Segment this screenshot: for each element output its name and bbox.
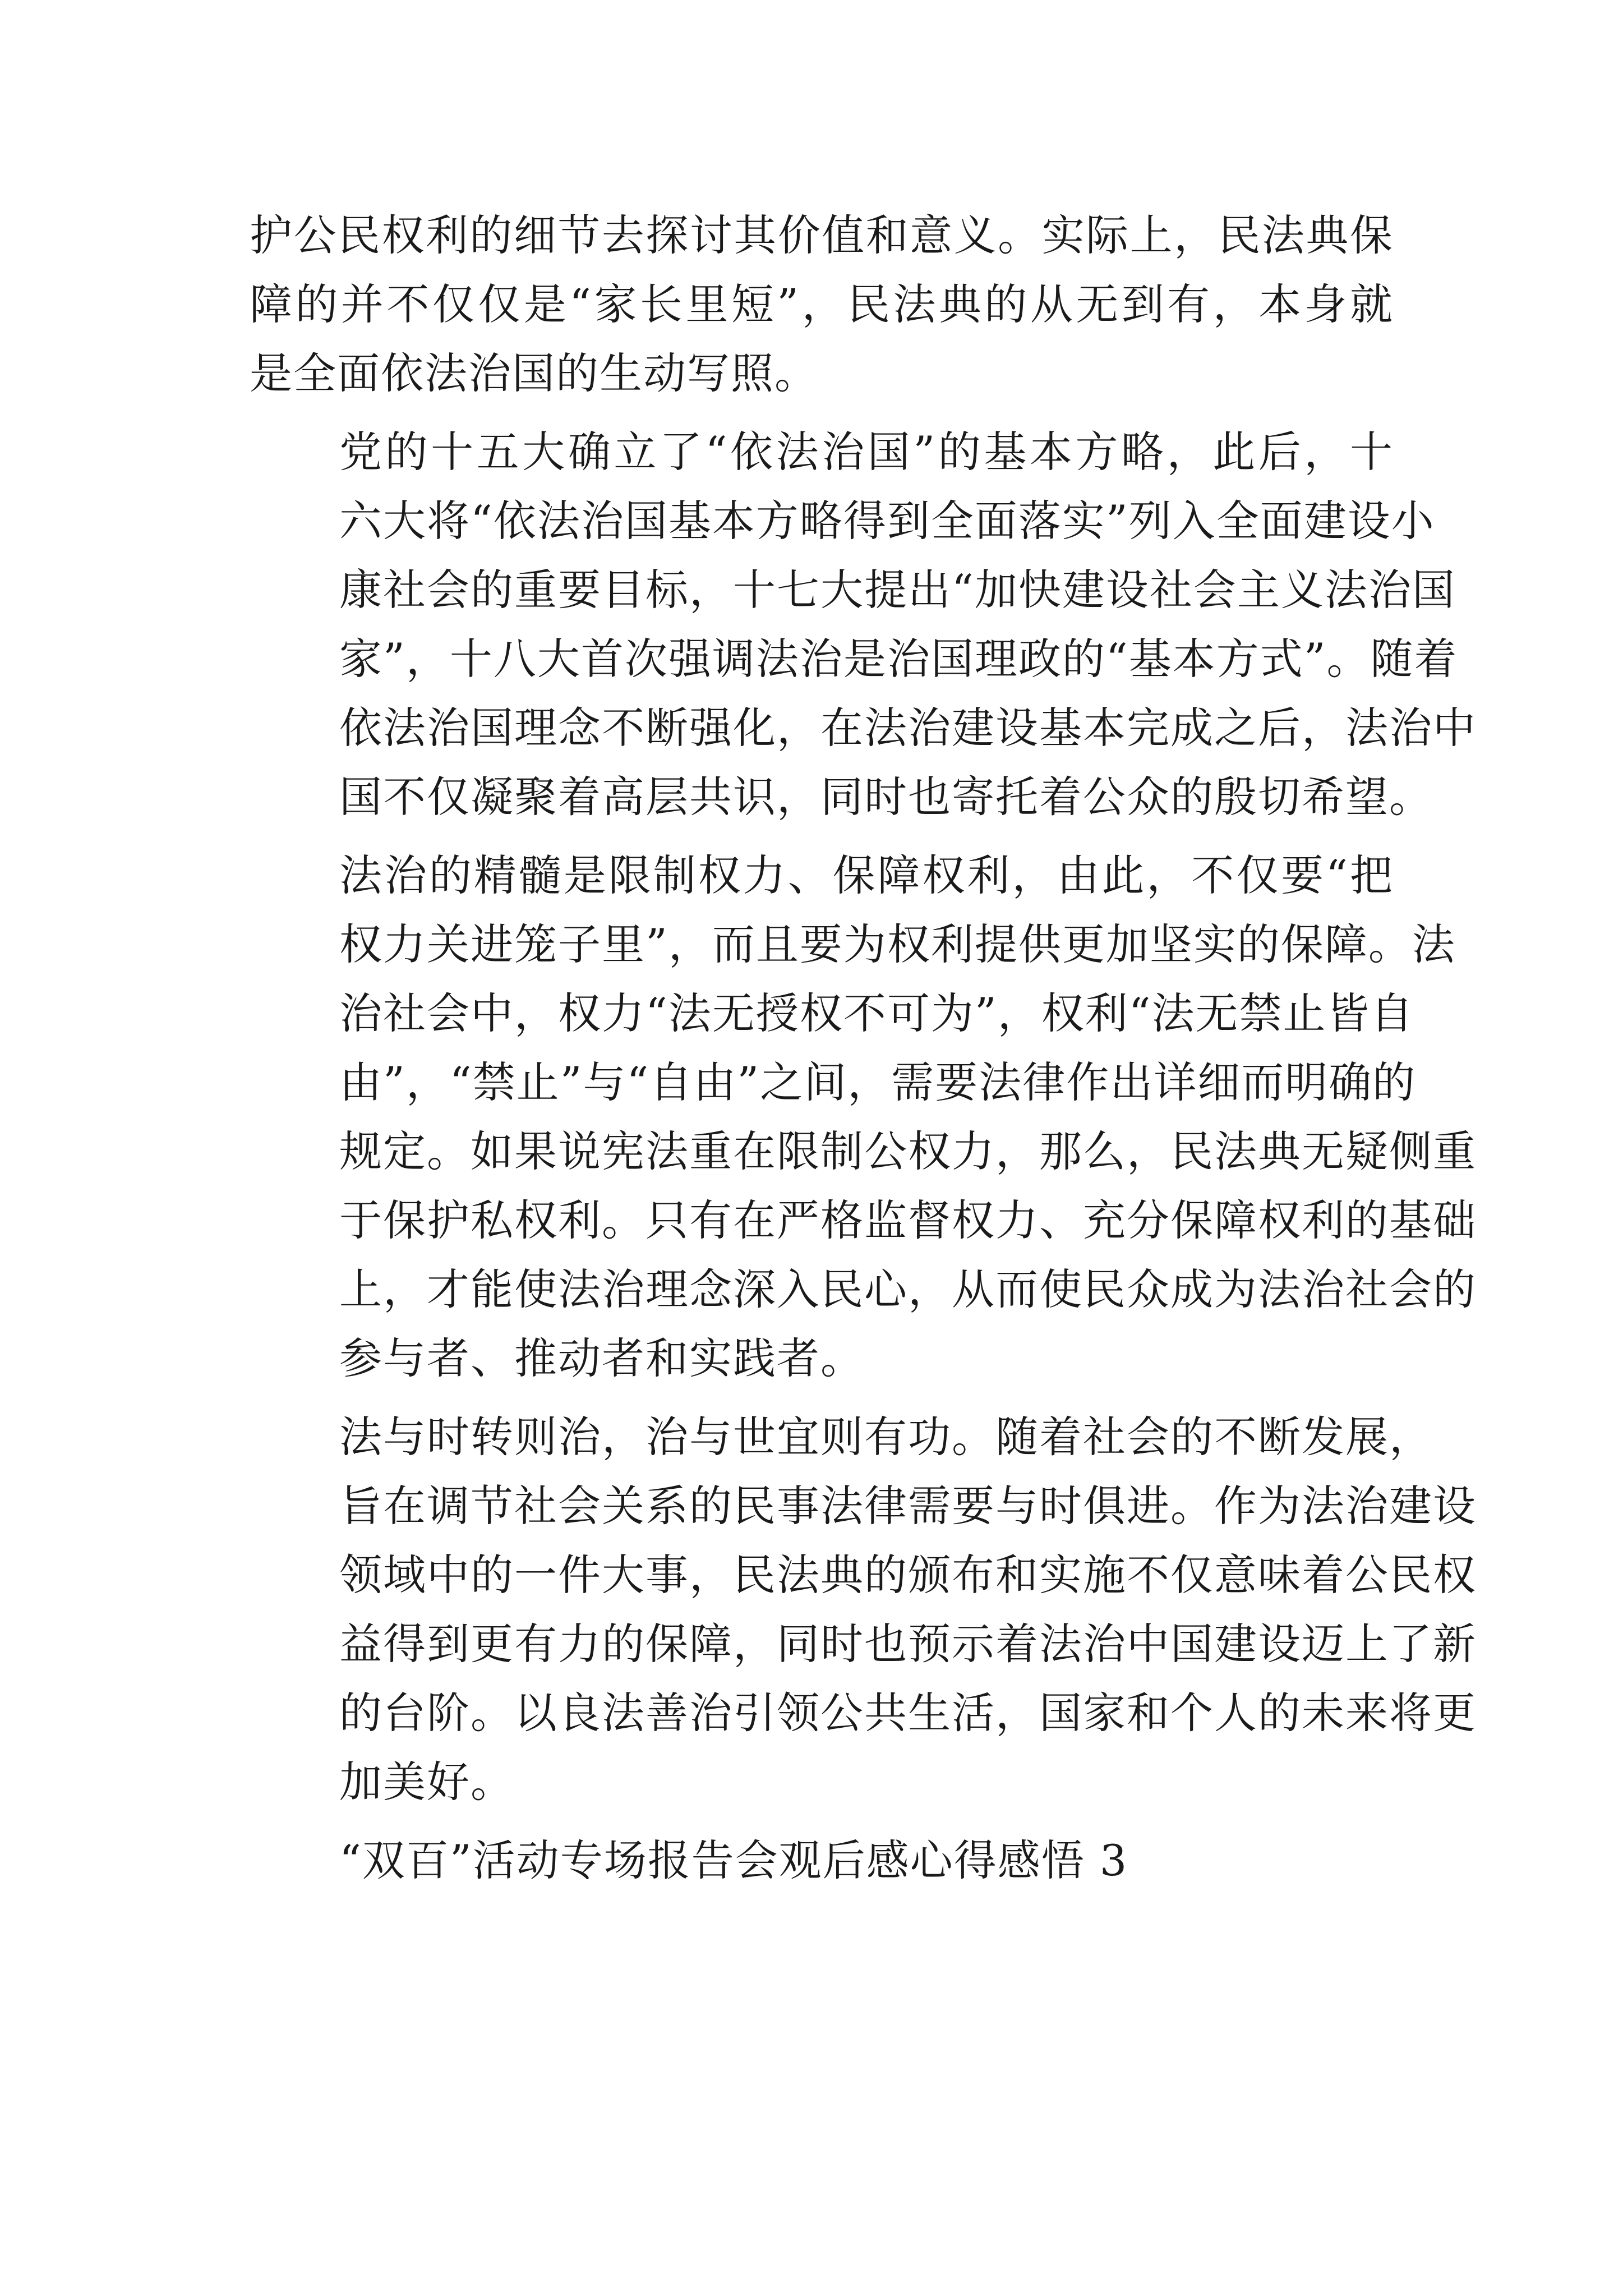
- text-line: 护公民权利的细节去探讨其价值和意义。实际上，民法典保: [250, 210, 1394, 260]
- text-line: 党的十五大确立了“依法治国”的基本方略，此后，十: [339, 427, 1394, 477]
- paragraph: [250, 841, 1477, 1393]
- section-heading: [250, 1826, 1394, 1895]
- text-line: 规定。如果说宪法重在限制公权力，那么，民法典无疑侧重: [339, 1126, 1477, 1176]
- text-line: 由”，“禁止”与“自由”之间，需要法律作出详细而明确的: [339, 1057, 1417, 1107]
- text-line: 益得到更有力的保障，同时也预示着法治中国建设迈上了新: [339, 1619, 1477, 1669]
- text-line: 领域中的一件大事，民法典的颁布和实施不仅意味着公民权: [339, 1550, 1477, 1600]
- paragraph: [250, 1402, 1477, 1816]
- text-line: 治社会中，权力“法无授权不可为”，权利“法无禁止皆自: [339, 988, 1414, 1038]
- text-line: 法治的精髓是限制权力、保障权利，由此，不仅要“把: [339, 850, 1394, 900]
- text-line: 六大将“依法治国基本方略得到全面落实”列入全面建设小: [339, 496, 1435, 546]
- text-line: 的台阶。以良法善治引领公共生活，国家和个人的未来将更: [339, 1688, 1477, 1738]
- text-line: 旨在调节社会关系的民事法律需要与时俱进。作为法治建设: [339, 1481, 1477, 1531]
- text-line: 参与者、推动者和实践者。: [339, 1333, 864, 1383]
- text-line: 障的并不仅仅是“家长里短”，民法典的从无到有，本身就: [250, 279, 1394, 329]
- document-body: [250, 201, 1477, 1904]
- text-line: 上，才能使法治理念深入民心，从而使民众成为法治社会的: [339, 1264, 1477, 1314]
- paragraph: [250, 201, 1394, 408]
- text-line: 加美好。: [339, 1757, 514, 1807]
- text-line: 于保护私权利。只有在严格监督权力、充分保障权利的基础: [339, 1195, 1477, 1245]
- text-line: 法与时转则治，治与世宜则有功。随着社会的不断发展，: [339, 1412, 1433, 1462]
- paragraph: [250, 417, 1477, 831]
- text-line: 康社会的重要目标，十七大提出“加快建设社会主义法治国: [339, 565, 1456, 615]
- text-line: 权力关进笼子里”，而且要为权利提供更加坚实的保障。法: [339, 919, 1456, 969]
- text-line: 国不仅凝聚着高层共识，同时也寄托着公众的殷切希望。: [339, 772, 1433, 822]
- text-line: 家”，十八大首次强调法治是治国理政的“基本方式”。随着: [339, 634, 1458, 684]
- text-line: 依法治国理念不断强化，在法治建设基本完成之后，法治中: [339, 703, 1477, 753]
- text-line: 是全面依法治国的生动写照。: [250, 348, 818, 398]
- heading-text: “双百”活动专场报告会观后感心得感悟 3: [339, 1835, 1128, 1885]
